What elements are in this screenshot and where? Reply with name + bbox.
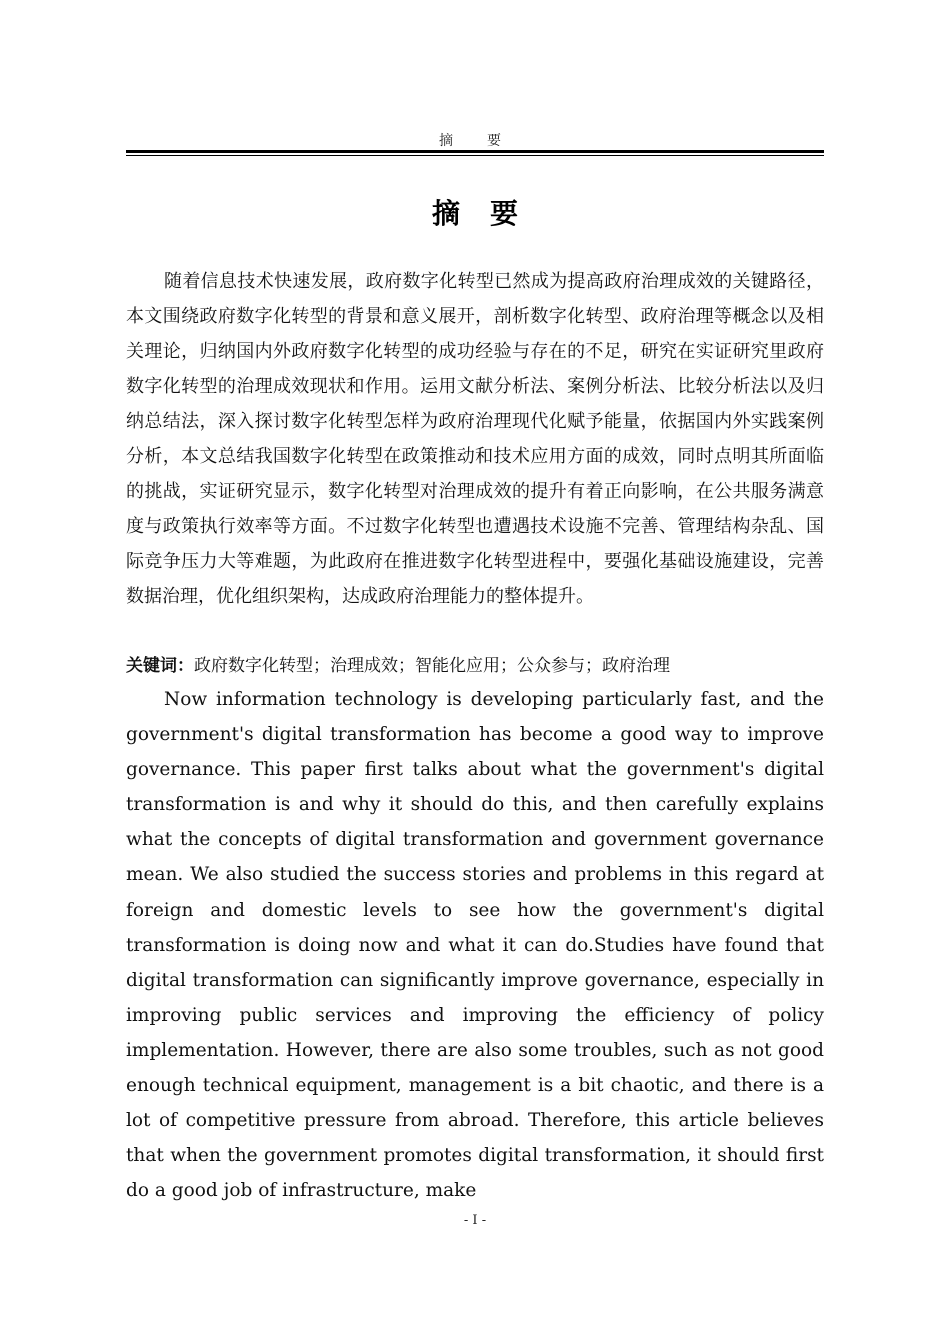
keywords-label: 关键词：: [126, 656, 194, 676]
english-abstract-paragraph: Now information technology is developing particularly fast, and the government's digital transformation has become a good way to improve governance. This paper first talks about what the government's digital transformation is and why it should do this, and then carefully explains what the concepts of digital transformation and government governance mean. We also studied the success stories and problems in this regard at foreign and domestic levels to see how the government's digital transformation is doing now and what it can do.Studies have found that digital transformation can significantly improve governance, especially in improving public services and improving the efficiency of policy implementation. However, there are also some troubles, such as not good enough technical equipment, management is a bit chaotic, and there is a lot of competitive pressure from abroad. Therefore, this article believes that when the government promotes digital transformation, it should first do a good job of infrastructure, make: [126, 689, 824, 1202]
page-number: - I -: [463, 1213, 487, 1228]
keywords-line: [126, 650, 824, 682]
chinese-abstract-paragraph: 随着信息技术快速发展，政府数字化转型已然成为提高政府治理成效的关键路径，本文围绕政府数字化转型的背景和意义展开，剖析数字化转型、政府治理等概念以及相关理论，归纳国内外政府数字化转型的成功经验与存在的不足，研究在实证研究里政府数字化转型的治理成效现状和作用。运用文献分析法、案例分析法、比较分析法以及归纳总结法，深入探讨数字化转型怎样为政府治理现代化赋予能量，依据国内外实践案例分析，本文总结我国数字化转型在政策推动和技术应用方面的成效，同时点明其所面临的挑战，实证研究显示，数字化转型对治理成效的提升有着正向影响，在公共服务满意度与政策执行效率等方面。不过数字化转型也遭遇技术设施不完善、管理结构杂乱、国际竞争压力大等难题，为此政府在推进数字化转型进程中，要强化基础设施建设，完善数据治理，优化组织架构，达成政府治理能力的整体提升。: [126, 271, 824, 607]
header-rule-thick: [126, 150, 824, 153]
keywords-value: 政府数字化转型；治理成效；智能化应用；公众参与；政府治理: [194, 656, 670, 676]
header-rule-thin: [126, 155, 824, 156]
page-title: 摘要: [431, 197, 548, 230]
running-header: 摘 要: [439, 133, 511, 149]
